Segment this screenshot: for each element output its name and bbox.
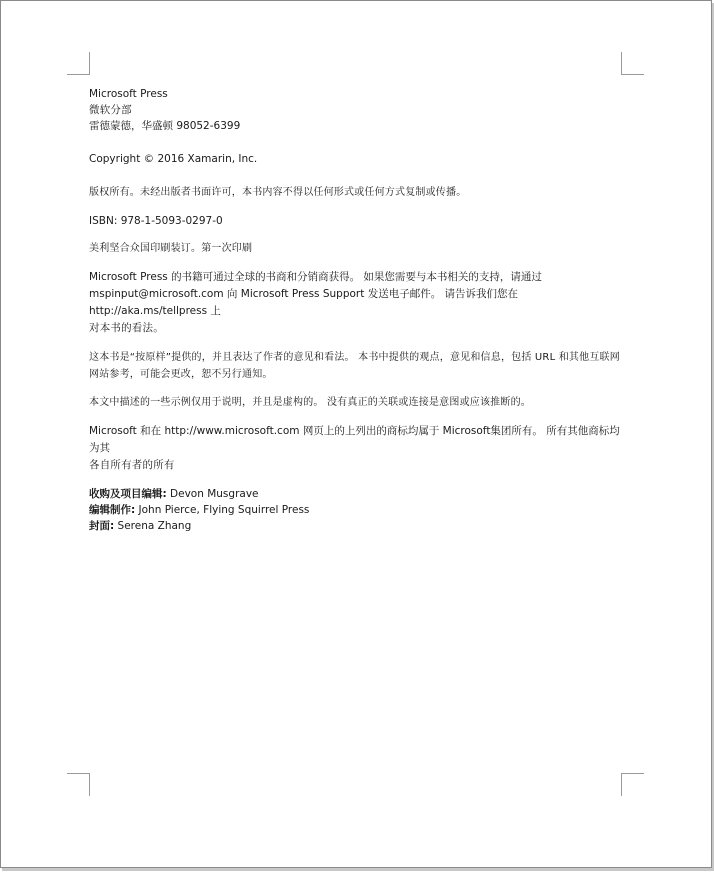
crop-mark-bottom-left xyxy=(67,773,90,796)
crop-mark-top-left xyxy=(67,52,90,75)
copyright-page-content xyxy=(89,86,629,534)
publisher-name: Microsoft Press xyxy=(89,88,168,100)
as-is-line-2: 网站参考，可能会更改，恕不另行通知。 xyxy=(89,369,273,380)
publisher-division: 微软分部 xyxy=(89,104,132,116)
isbn-line: ISBN: 978-1-5093-0297-0 xyxy=(89,215,223,227)
examples-statement: 本文中描述的一些示例仅用于说明，并且是虚构的。 没有真正的关联或连接是意图或应该推断的。 xyxy=(89,397,531,408)
support-line-3: 对本书的看法。 xyxy=(89,322,164,334)
publisher-city: 雷德蒙德，华盛顿 98052-6399 xyxy=(89,120,241,132)
copyright-line: Copyright © 2016 Xamarin, Inc. xyxy=(89,153,258,165)
rights-statement: 版权所有。未经出版者书面许可，本书内容不得以任何形式或任何方式复制或传播。 xyxy=(89,187,467,198)
support-line-2: mspinput@microsoft.com 向 Microsoft Press Support 发送电子邮件。 请告诉我们您在 http://aka.ms/tellpress 上 xyxy=(89,288,519,317)
credit-acquisitions-editor xyxy=(89,486,629,502)
as-is-line-1: 这本书是“按原样”提供的，并且表达了作者的意见和看法。 本书中提供的观点，意见和信息，包括 URL 和其他互联网 xyxy=(89,352,620,363)
trademarks-line-1: Microsoft 和在 http://www.microsoft.com 网页上的上列出的商标均属于 Microsoft集团所有。 所有其他商标均为其 xyxy=(89,425,620,454)
credit-role: 收购及项目编辑: xyxy=(89,488,167,500)
crop-mark-bottom-right xyxy=(621,773,644,796)
printing-line: 美利坚合众国印刷装订。第一次印刷 xyxy=(89,243,253,254)
trademarks-paragraph xyxy=(89,423,629,474)
support-line-1: Microsoft Press 的书籍可通过全球的书商和分销商获得。 如果您需要与本书相关的支持，请通过 xyxy=(89,271,542,283)
credits-block xyxy=(89,486,629,534)
credit-name: Serena Zhang xyxy=(114,520,192,532)
credit-name: John Pierce, Flying Squirrel Press xyxy=(135,504,310,516)
publisher-address xyxy=(89,86,629,134)
credit-name: Devon Musgrave xyxy=(166,488,259,500)
crop-mark-top-right xyxy=(621,52,644,75)
credit-role: 封面: xyxy=(89,520,115,532)
support-paragraph xyxy=(89,269,629,337)
as-is-paragraph xyxy=(89,349,629,383)
credit-cover xyxy=(89,518,629,534)
credit-role: 编辑制作: xyxy=(89,504,136,516)
credit-editorial-production xyxy=(89,502,629,518)
trademarks-line-2: 各自所有者的所有 xyxy=(89,459,175,471)
